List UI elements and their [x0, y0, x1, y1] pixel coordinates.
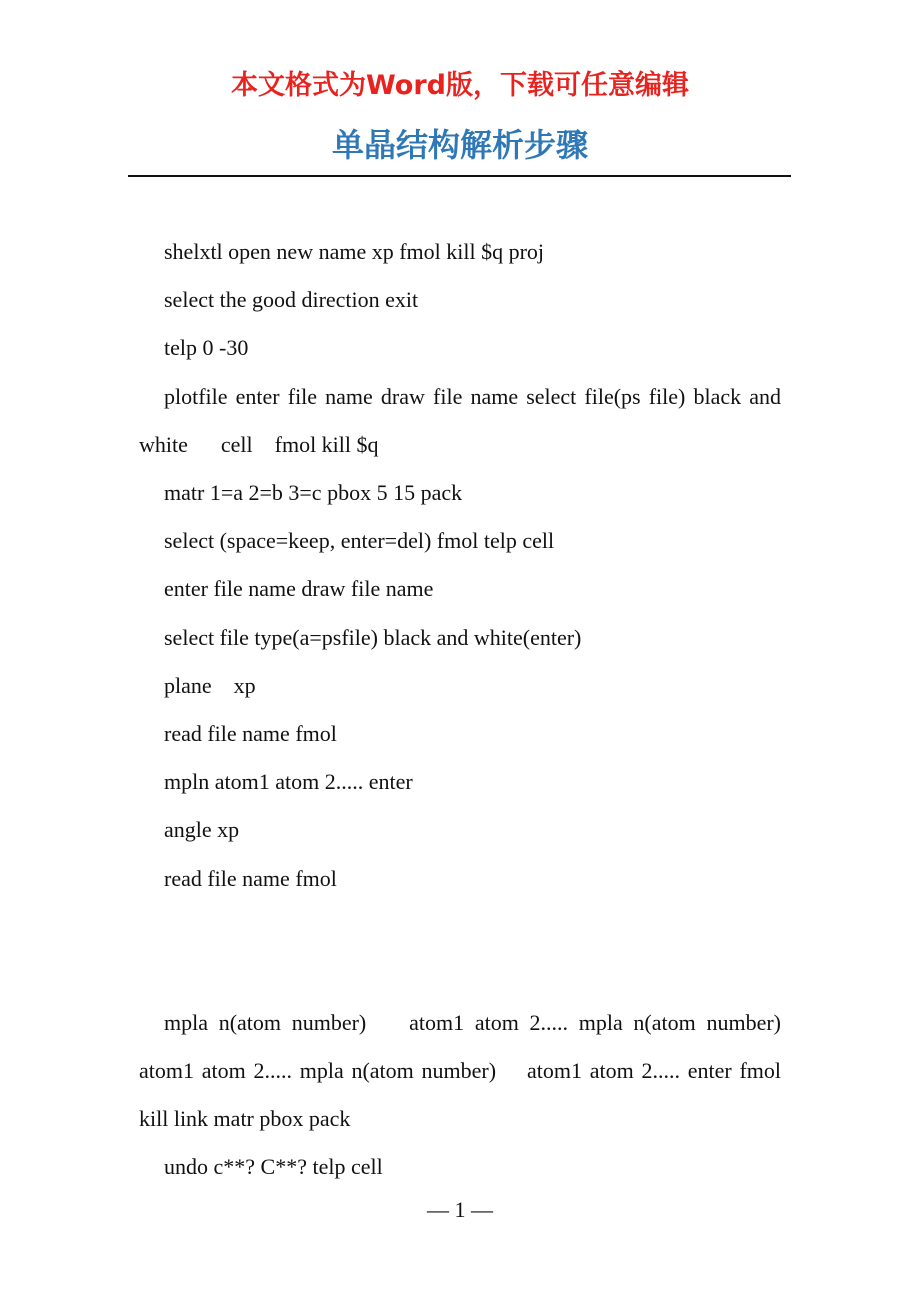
paragraph: read file name fmol — [164, 721, 337, 747]
paragraph: select (space=keep, enter=del) fmol telp cell — [164, 528, 555, 554]
paragraph: select the good direction exit — [164, 287, 419, 313]
paragraph: mpla n(atom number) atom1 atom 2..... mpla n(atom number) atom1 atom 2..... mpla n(atom number) atom1 atom 2..... enter fmol kill link matr pbox pack — [139, 1009, 787, 1132]
paragraph: plane xp — [164, 672, 256, 698]
page-number: — 1 — — [427, 1197, 493, 1222]
paragraph: mpln atom1 atom 2..... enter — [164, 769, 413, 795]
paragraph: read file name fmol — [164, 865, 337, 891]
download-notice-banner: 本文格式为Word版，下载可任意编辑 — [230, 70, 689, 101]
document-title: 单晶结构解析步骤 — [331, 126, 588, 164]
paragraph: enter file name draw file name — [164, 576, 434, 602]
paragraph: angle xp — [164, 817, 240, 843]
paragraph: matr 1=a 2=b 3=c pbox 5 15 pack — [164, 480, 463, 506]
document-body — [139, 228, 787, 1192]
blank-space — [139, 903, 781, 999]
title-divider — [128, 175, 791, 177]
paragraph: select file type(a=psfile) black and white(enter) — [164, 624, 582, 650]
paragraph: undo c**? C**? telp cell — [164, 1154, 383, 1180]
paragraph: shelxtl open new name xp fmol kill $q proj — [164, 239, 545, 264]
paragraph: plotfile enter file name draw file name select file(ps file) black and white cell fmol kill $q — [139, 383, 787, 457]
paragraph: telp 0 -30 — [164, 335, 249, 361]
